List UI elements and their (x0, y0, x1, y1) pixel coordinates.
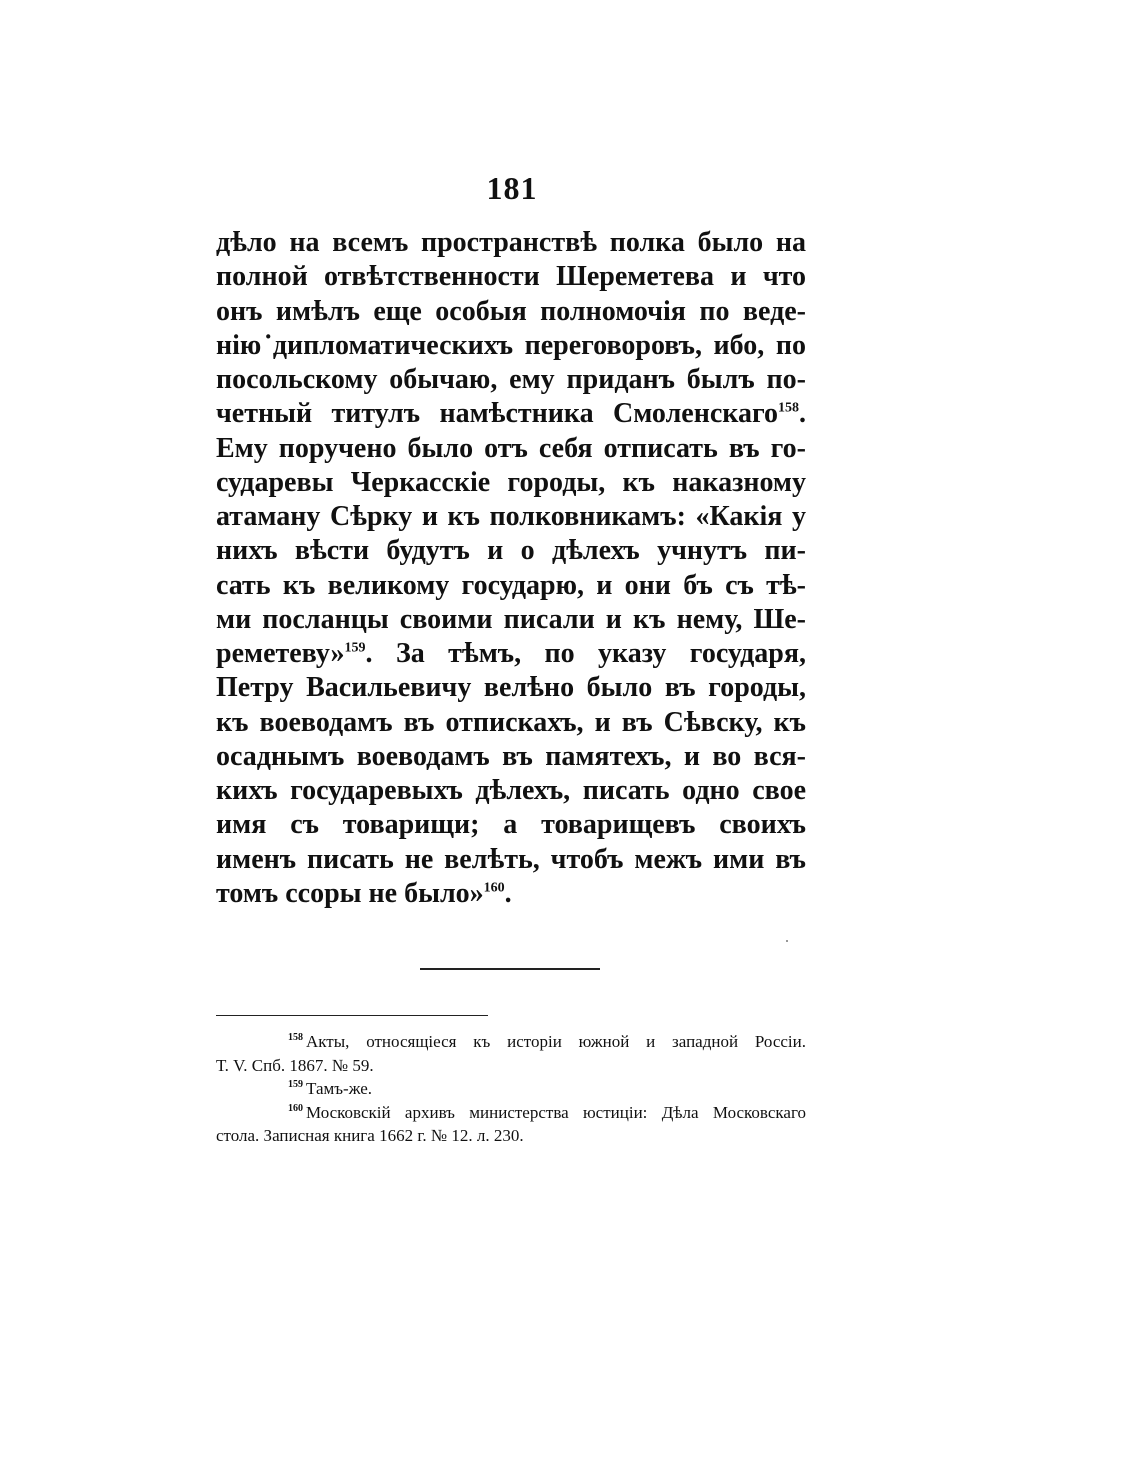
footnote-159: $^{159}$ Тамъ-же. (288, 1079, 373, 1098)
footnote-number: 160 (288, 1102, 303, 1114)
body-line: четный титулъ намѣстника Смоленскаго$^{158}$. (216, 398, 806, 430)
body-line: ми посланцы своими писали и къ нему, Ше- (216, 603, 806, 635)
body-line: Петру Васильевичу велѣно было въ городы, (216, 672, 806, 704)
body-line: кихъ государевыхъ дѣлехъ, писать одно свое (216, 775, 806, 806)
footnote-reference[interactable]: 159 (344, 640, 366, 656)
body-line: сударевы Черкасскіе городы, къ наказному (216, 466, 806, 498)
body-line: дѣло на всемъ пространствѣ полка было на (216, 227, 806, 258)
body-line: осаднымъ воеводамъ въ памятехъ, и во вся- (216, 740, 806, 772)
body-line: къ воеводамъ въ отпискахъ, и въ Сѣвску, къ (216, 706, 806, 738)
footnotes (216, 1030, 806, 1148)
body-line: нію ̇дипломатическихъ переговоровъ, ибо, по (216, 329, 806, 361)
footnote-number: 158 (288, 1032, 303, 1044)
footnote-reference[interactable]: 160 (483, 880, 505, 896)
body-line: атаману Сѣрку и къ полковникамъ: «Какія у (216, 501, 806, 532)
body-line: нихъ вѣсти будутъ и о дѣлехъ учнутъ пи- (216, 535, 806, 567)
footnote-158-continued: Т. V. Спб. 1867. № 59. (216, 1055, 374, 1075)
body-line: именъ писать не велѣть, чтобъ межъ ими въ (216, 843, 806, 875)
body-line: полной отвѣтственности Шереметева и что (216, 261, 806, 293)
section-divider (420, 968, 600, 970)
footnote-number: 159 (288, 1079, 303, 1091)
body-line: томъ ссоры не было»$^{160}$. (216, 877, 512, 909)
footnote-160-continued: стола. Записная книга 1662 г. № 12. л. 230. (216, 1126, 524, 1145)
footnote-160: $^{160}$ Московскій архивъ министерства юстиціи: Дѣла Московскаго (288, 1102, 806, 1122)
footnote-158: $^{158}$ Акты, относящіеся къ исторіи южной и западной Россіи. (288, 1032, 806, 1051)
paper-speck (786, 940, 788, 942)
body-line: сать къ великому государю, и они бъ съ тѣ- (216, 569, 806, 601)
footnote-separator (216, 1015, 488, 1016)
body-line: имя съ товарищи; а товарищевъ своихъ (216, 809, 806, 841)
body-line: посольскому обычаю, ему приданъ былъ по- (216, 364, 806, 395)
body-line: реметеву»$^{159}$. За тѣмъ, по указу государя, (216, 638, 806, 669)
body-text (216, 226, 806, 911)
page-number: 181 (486, 170, 538, 206)
footnote-reference[interactable]: 158 (778, 400, 799, 416)
body-line: онъ имѣлъ еще особыя полномочія по веде- (216, 295, 806, 327)
body-line: Ему поручено было отъ себя отписать въ го- (216, 432, 806, 464)
